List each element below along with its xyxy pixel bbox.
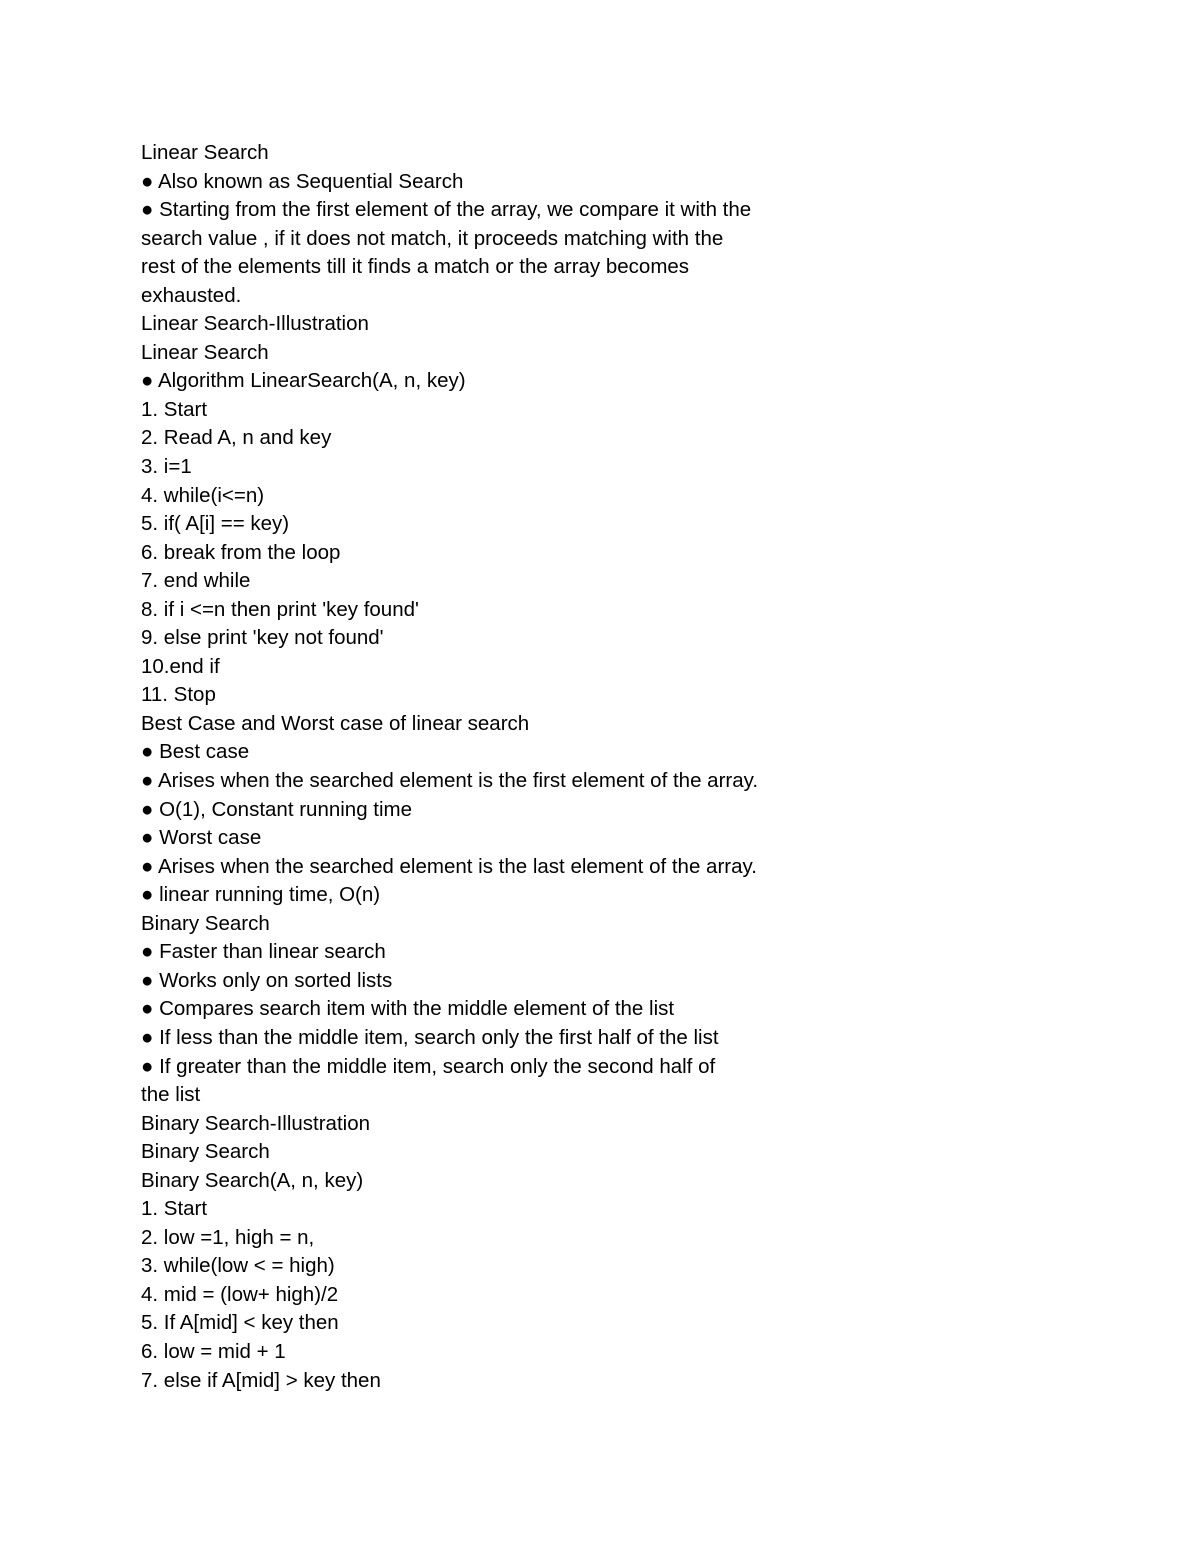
bullet-line: ● Works only on sorted lists <box>141 968 393 992</box>
step-line: 7. end while <box>141 569 251 593</box>
bullet-line: ● Faster than linear search <box>141 940 386 964</box>
step-line: 2. Read A, n and key <box>141 426 332 450</box>
algorithm-binary-search-title: Binary Search(A, n, key) <box>141 1168 364 1192</box>
step-line: 6. low = mid + 1 <box>141 1339 286 1363</box>
document-page <box>141 139 821 1395</box>
step-line: 10.end if <box>141 654 220 678</box>
step-line: 11. Stop <box>141 683 216 707</box>
step-line: 8. if i <=n then print 'key found' <box>141 597 419 621</box>
bullet-algorithm-linear-search: ● Algorithm LinearSearch(A, n, key) <box>141 369 466 393</box>
bullet-line: ● O(1), Constant running time <box>141 797 413 821</box>
step-line: 3. i=1 <box>141 455 192 479</box>
heading-binary-search: Binary Search <box>141 911 270 935</box>
bullet-line: ● linear running time, O(n) <box>141 883 381 907</box>
step-line: 3. while(low < = high) <box>141 1254 335 1278</box>
bullet-line: ● Best case <box>141 740 250 764</box>
step-line: 4. mid = (low+ high)/2 <box>141 1282 339 1306</box>
heading-best-worst-case: Best Case and Worst case of linear search <box>141 711 530 735</box>
text-line: exhausted. <box>141 283 242 307</box>
text-line: search value , if it does not match, it proceeds matching with the <box>141 226 724 250</box>
heading-linear-search-illustration: Linear Search-Illustration <box>141 312 369 336</box>
heading-binary-search-illustration: Binary Search-Illustration <box>141 1111 371 1135</box>
text-line: rest of the elements till it finds a match or the array becomes <box>141 255 690 279</box>
step-line: 4. while(i<=n) <box>141 483 265 507</box>
bullet-sequential-search: ● Also known as Sequential Search <box>141 169 464 193</box>
step-line: 5. if( A[i] == key) <box>141 512 290 536</box>
step-line: 9. else print 'key not found' <box>141 626 384 650</box>
bullet-line: ● Arises when the searched element is the last element of the array. <box>141 854 757 878</box>
step-line: 5. If A[mid] < key then <box>141 1311 339 1335</box>
heading-linear-search-2: Linear Search <box>141 340 269 364</box>
heading-linear-search: Linear Search <box>141 141 269 164</box>
step-line: 2. low =1, high = n, <box>141 1225 315 1249</box>
bullet-line: ● Arises when the searched element is the first element of the array. <box>141 769 759 793</box>
heading-binary-search-2: Binary Search <box>141 1140 270 1164</box>
step-line: 1. Start <box>141 1197 208 1221</box>
bullet-line: ● Compares search item with the middle element of the list <box>141 997 675 1021</box>
step-line: 7. else if A[mid] > key then <box>141 1368 381 1392</box>
bullet-line: ● If greater than the middle item, search only the second half of <box>141 1054 716 1078</box>
bullet-line: ● If less than the middle item, search only the first half of the list <box>141 1025 719 1049</box>
step-line: 6. break from the loop <box>141 540 341 564</box>
bullet-line: ● Worst case <box>141 826 262 850</box>
step-line: 1. Start <box>141 397 208 421</box>
bullet-starting-from-first: ● Starting from the first element of the array, we compare it with the <box>141 198 752 222</box>
text-line: the list <box>141 1083 201 1107</box>
